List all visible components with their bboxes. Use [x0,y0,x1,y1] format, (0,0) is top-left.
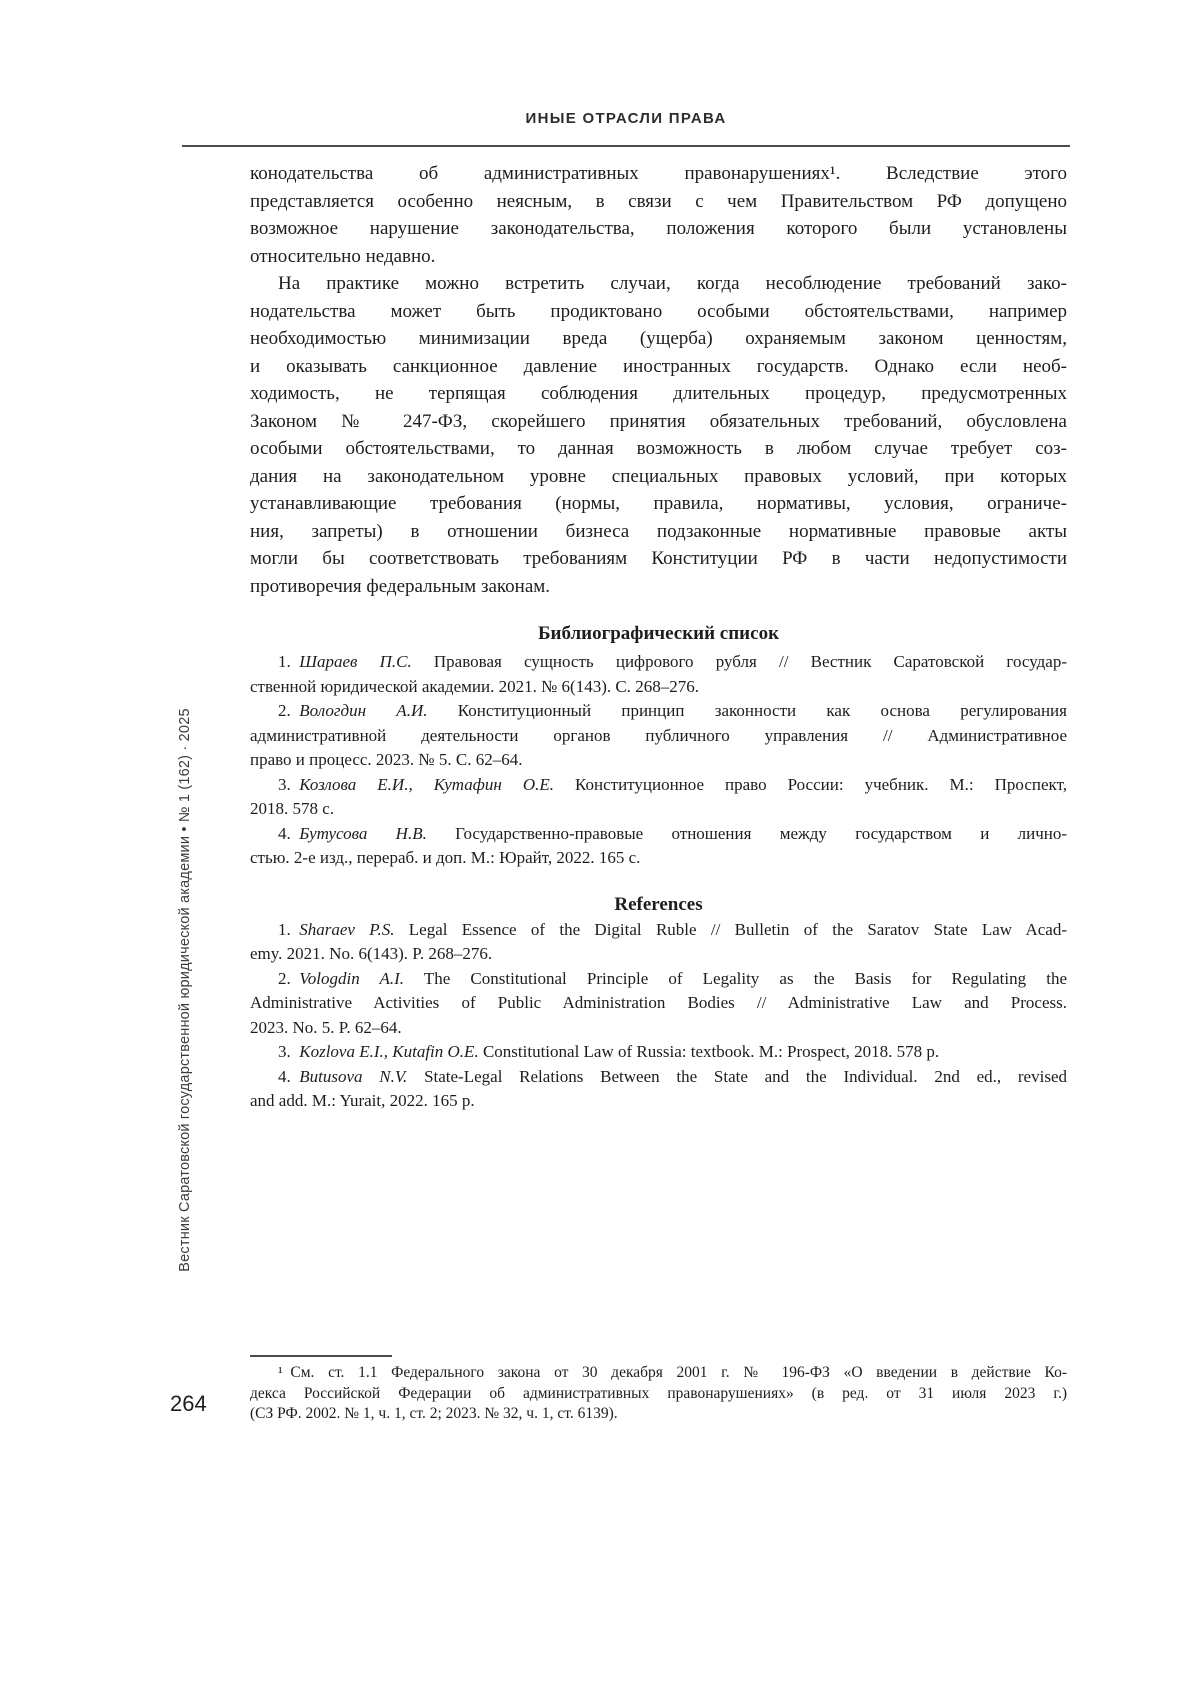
page-content [250,160,1067,1114]
text-segment: Государственно-правовые отношения между государством и лично- [426,823,1068,843]
bibliography-line [250,675,1067,700]
running-head: ИНЫЕ ОТРАСЛИ ПРАВА [525,110,727,127]
text-segment: 2. [278,701,300,720]
body-line [250,380,1067,408]
bibliography-line [250,822,1067,847]
body-line [250,408,1067,436]
body-line [250,325,1067,353]
header-rule [182,145,1070,147]
reference-line [250,991,1067,1016]
text-segment: и оказывать санкционное давление иностранных государств. Однако если необ- [250,355,1067,377]
footnote-line [250,1363,1067,1384]
body-line [250,545,1067,573]
footnote-text [250,1363,1067,1425]
bibliography-item [250,650,1067,699]
text-segment: 2. [278,968,300,988]
text-segment: противоречия федеральным законам. [250,575,551,597]
references-heading: References [614,893,703,915]
page-number: 264 [170,1391,207,1416]
bibliography-line [250,650,1067,675]
text-segment: возможное нарушение законодательства, положения которого были установлены [250,218,1067,239]
paragraph [250,160,1067,270]
reference-item [250,918,1067,967]
text-segment: относительно недавно. [250,245,436,267]
text-segment: 1. [278,652,300,671]
text-segment: 3. [278,1042,300,1061]
paragraph [250,270,1067,600]
text-segment: Правовая сущность цифрового рубля // Вестник Саратовской государ- [411,652,1067,671]
body-line [250,215,1067,243]
text-segment: emy. 2021. No. 6(143). P. 268–276. [250,944,493,963]
author-name: Шараев П.С. [299,652,412,671]
text-segment: ственной юридической академии. 2021. № 6(143). С. 268–276. [250,676,699,696]
text-segment: нодательства может быть продиктовано особыми обстоятельствами, например [250,300,1067,322]
bibliography-line [250,846,1067,871]
reference-line [250,1065,1067,1090]
reference-item [250,1065,1067,1114]
reference-line [250,1089,1067,1114]
reference-line [250,967,1067,992]
reference-line [250,1040,1067,1065]
text-segment: and add. M.: Yurait, 2022. 165 p. [250,1091,475,1110]
body-line [250,353,1067,381]
text-segment: декса Российской Федерации об административных правонарушениях» (в ред. от 31 июля 2023 г.) [250,1384,1067,1402]
bibliography-line [250,773,1067,798]
bibliography-item [250,822,1067,871]
text-segment: На практике можно встретить случаи, когда несоблюдение требований зако- [278,273,1067,294]
text-segment: ¹ См. ст. 1.1 Федерального закона от 30 декабря 2001 г. № 196-ФЗ «О введении в действие Ко- [278,1364,1067,1381]
text-segment: 4. [278,1066,300,1086]
journal-sidebar-text: Вестник Саратовской государственной юридической академии • № 1 (162) · 2025 [177,708,193,1272]
author-name: Butusova N.V. [299,1066,408,1086]
body-line [250,243,1067,271]
bibliography-item [250,699,1067,773]
text-segment: устанавливающие требования (нормы, правила, нормативы, условия, ограниче- [250,493,1067,514]
text-segment: могли бы соответствовать требованиям Конституции РФ в части недопустимости [250,548,1067,569]
author-name: Vologdin A.I. [299,968,405,988]
text-segment: Legal Essence of the Digital Ruble // Bulletin of the Saratov State Law Acad- [394,919,1067,939]
author-name: Вологдин А.И. [299,701,428,720]
reference-item [250,967,1067,1041]
footnote-paragraph [250,1363,1067,1425]
bibliography-line [250,724,1067,749]
author-name: Козлова Е.И., Кутафин О.Е. [299,774,554,794]
text-segment: 3. [278,774,300,794]
text-segment: Законом № 247-ФЗ, скорейшего принятия обязательных требований, обусловлена [250,410,1067,432]
text-segment: The Constitutional Principle of Legality as the Basis for Regulating the [404,968,1067,988]
bibliography-heading: Библиографический список [537,623,780,644]
text-segment: 2018. 578 с. [250,799,335,818]
text-segment: 4. [278,823,300,843]
article-body [250,160,1067,600]
body-line [250,188,1067,216]
footnote-separator [250,1355,392,1357]
body-line [250,160,1067,188]
text-segment: Конституционное право России: учебник. М.: Проспект, [553,774,1067,794]
footnote-line [250,1404,1067,1425]
body-line [250,298,1067,326]
author-name: Sharaev P.S. [299,919,395,939]
text-segment: особыми обстоятельствами, то данная возможность в любом случае требует соз- [250,438,1067,459]
reference-item [250,1040,1067,1065]
text-segment: представляется особенно неясным, в связи с чем Правительством РФ допущено [250,190,1067,212]
author-name: Бутусова Н.В. [299,823,427,843]
text-segment: ходимость, не терпящая соблюдения длительных процедур, предусмотренных [250,383,1067,404]
text-segment: административной деятельности органов публичного управления // Административное [250,725,1067,745]
body-line [250,270,1067,298]
text-segment: 1. [278,919,300,939]
text-segment: State-Legal Relations Between the State and the Individual. 2nd ed., revised [407,1066,1067,1086]
text-segment: право и процесс. 2023. № 5. С. 62–64. [250,750,523,769]
body-line [250,518,1067,546]
text-segment: 2023. No. 5. P. 62–64. [250,1017,402,1037]
body-line [250,463,1067,491]
bibliography-item [250,773,1067,822]
footnote [250,1355,1067,1425]
body-line [250,490,1067,518]
text-segment: необходимостью минимизации вреда (ущерба) охраняемым законом ценностям, [250,328,1067,349]
reference-line [250,942,1067,967]
text-segment: Конституционный принцип законности как основа регулирования [427,701,1067,720]
body-line [250,435,1067,463]
footnote-line [250,1384,1067,1405]
bibliography-line [250,699,1067,724]
bibliography-line [250,748,1067,773]
text-segment: стью. 2-е изд., перераб. и доп. М.: Юрайт, 2022. 165 с. [250,848,641,867]
reference-line [250,1016,1067,1041]
bibliography-line [250,797,1067,822]
text-segment: Constitutional Law of Russia: textbook. M.: Prospect, 2018. 578 p. [478,1042,940,1061]
text-segment: дания на законодательном уровне специальных правовых условий, при которых [250,465,1067,487]
references-list [250,918,1067,1114]
author-name: Kozlova E.I., Kutafin O.E. [299,1042,479,1061]
body-line [250,573,1067,601]
text-segment: Administrative Activities of Public Administration Bodies // Administrative Law and Process. [250,993,1067,1012]
text-segment: конодательства об административных правонарушениях¹. Вследствие этого [250,163,1067,184]
reference-line [250,918,1067,943]
text-segment: (СЗ РФ. 2002. № 1, ч. 1, ст. 2; 2023. № 32, ч. 1, ст. 6139). [250,1405,618,1422]
text-segment: ния, запреты) в отношении бизнеса подзаконные нормативные правовые акты [250,520,1067,542]
bibliography-list [250,650,1067,871]
